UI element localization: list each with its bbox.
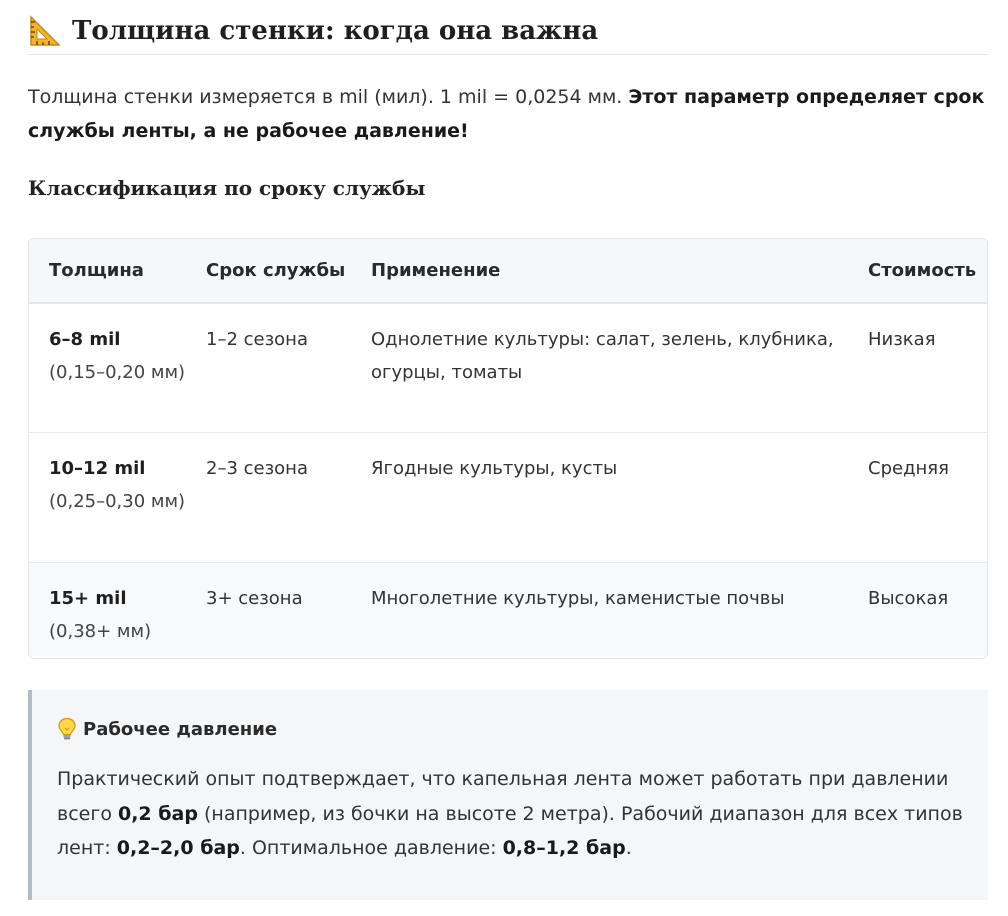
column-header-life: Срок службы bbox=[206, 260, 346, 281]
cell-thickness bbox=[29, 303, 186, 432]
subsection-heading: Классификация по сроку службы bbox=[28, 176, 426, 200]
cell-use: Однолетние культуры: салат, зелень, клубника, огурцы, томаты bbox=[371, 329, 834, 383]
thickness-mm: (0,25–0,30 мм) bbox=[49, 490, 186, 512]
table-row bbox=[29, 303, 987, 432]
callout-text: Практический опыт подтверждает, что капельная лента может работать при давлении всего bbox=[57, 768, 949, 825]
table-row bbox=[29, 432, 987, 562]
cell-life: 2–3 сезона bbox=[206, 457, 308, 479]
intro-paragraph bbox=[28, 80, 988, 148]
callout-title-text: Рабочее давление bbox=[83, 718, 278, 740]
light-bulb-icon bbox=[57, 717, 77, 741]
cell-thickness bbox=[29, 432, 186, 562]
callout-emphasis: 0,2–2,0 бар bbox=[116, 837, 240, 859]
thickness-mil: 15+ mil bbox=[49, 587, 127, 609]
callout-emphasis: 0,2 бар bbox=[117, 802, 198, 825]
section-title: Толщина стенки: когда она важна bbox=[72, 16, 599, 46]
callout-text: (например, из бочки на высоте 2 метра). Рабочий диапазон для всех типов лент: bbox=[57, 802, 963, 859]
cell-cost: Средняя bbox=[868, 457, 949, 479]
callout-body bbox=[57, 762, 967, 866]
intro-emphasis: Этот параметр определяет срок службы ленты, а не рабочее давление! bbox=[28, 86, 985, 142]
cell-life: 3+ сезона bbox=[206, 587, 303, 609]
intro-text: Толщина стенки измеряется в mil (мил). 1 mil = 0,0254 мм. bbox=[28, 86, 629, 108]
cell-thickness bbox=[29, 562, 186, 656]
callout-emphasis: 0,8–1,2 бар bbox=[502, 837, 626, 859]
cell-use: Ягодные культуры, кусты bbox=[371, 457, 618, 479]
thickness-mil: 6–8 mil bbox=[49, 329, 121, 350]
callout-title bbox=[57, 717, 277, 741]
callout-text: . Оптимальное давление: bbox=[239, 837, 503, 859]
column-header-use: Применение bbox=[371, 260, 501, 281]
cell-cost: Высокая bbox=[868, 587, 949, 609]
column-header-cost: Стоимость bbox=[868, 260, 977, 281]
section-heading bbox=[28, 8, 988, 55]
thickness-mm: (0,38+ мм) bbox=[49, 620, 152, 642]
thickness-mm: (0,15–0,20 мм) bbox=[49, 362, 186, 383]
table-row bbox=[29, 562, 987, 656]
table-header-row bbox=[29, 239, 987, 303]
cell-cost: Низкая bbox=[868, 329, 936, 350]
column-header-thickness: Толщина bbox=[49, 260, 144, 281]
cell-life: 1–2 сезона bbox=[206, 329, 308, 350]
triangular-ruler-icon bbox=[28, 14, 62, 48]
callout-text: . bbox=[625, 837, 632, 859]
pressure-callout bbox=[28, 690, 988, 900]
thickness-mil: 10–12 mil bbox=[49, 457, 146, 479]
classification-table bbox=[28, 238, 988, 659]
cell-use: Многолетние культуры, каменистые почвы bbox=[371, 587, 785, 609]
